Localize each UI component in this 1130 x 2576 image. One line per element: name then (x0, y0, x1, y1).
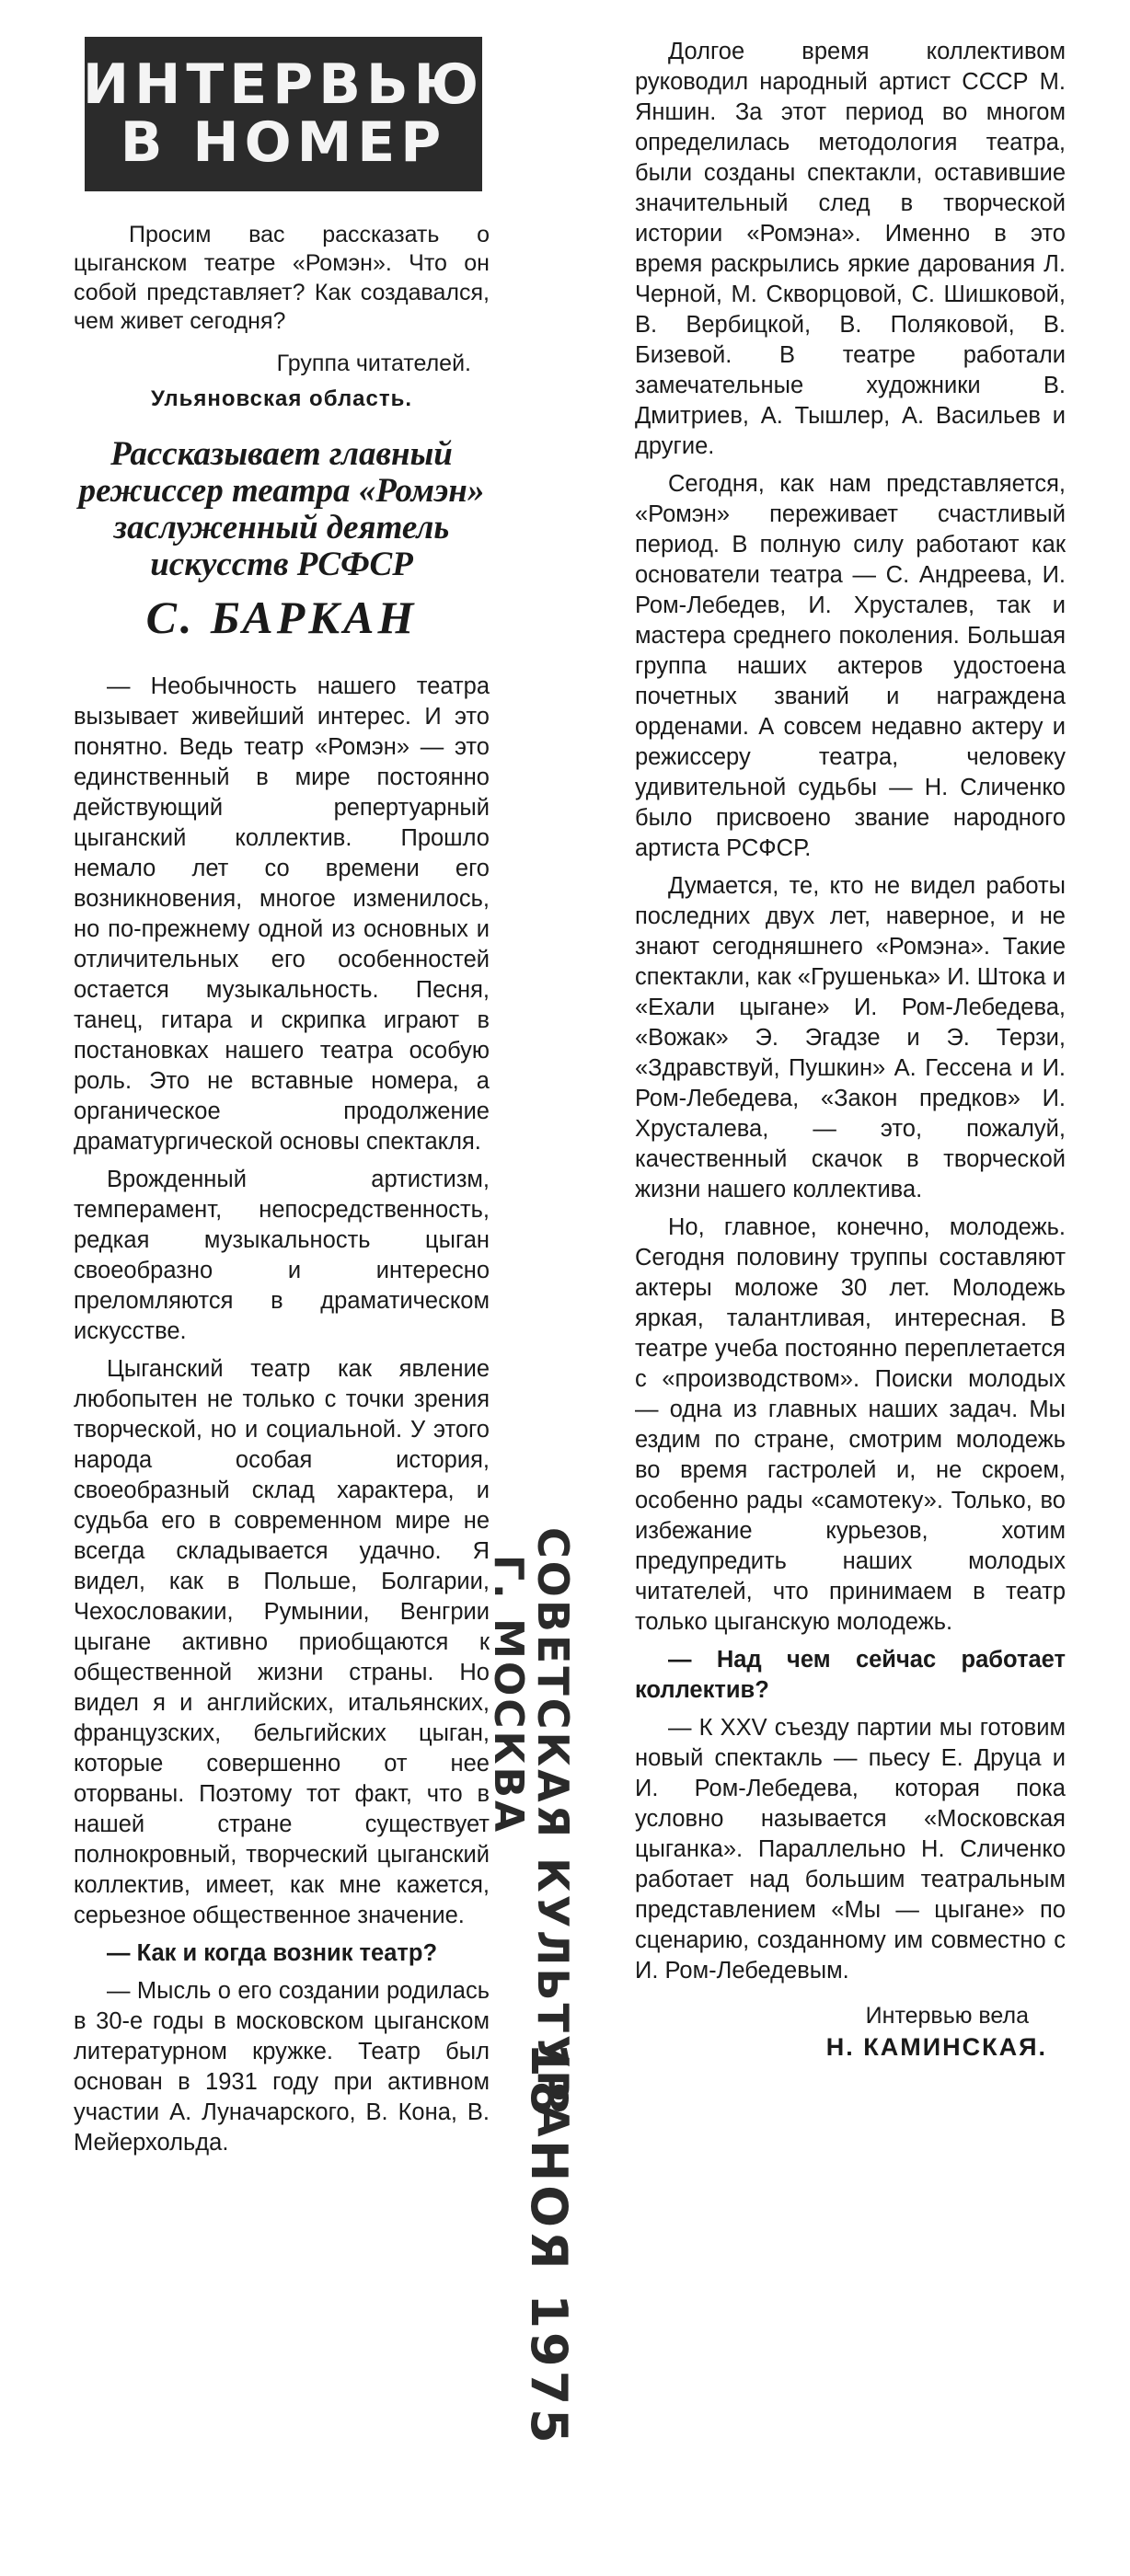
paragraph: Но, главное, конечно, молодежь. Сегодня половину труппы составляют актеры моложе 30 лет. Молодежь яркая, талантливая, интересная. В театре учеба постоянно переплетается с «производством». Поиски молодых — одна из главных наших задач. Мы ездим по стране, смотрим молодежь во время гастролей и, не скроем, особенно рады «самотеку». Только, во избежание курьезов, хотим предупредить наших молодых читателей, что принимаем в театр только цыганскую молодежь. (635, 1214, 1066, 1635)
newspaper-date-stamp (479, 1527, 635, 2484)
paragraph: — К XXV съезду партии мы готовим новый спектакль — пьесу Е. Друца и И. Ром-Лебедева, которая пока условно называется «Московская цыганка». Параллельно Н. Сличенко работает над большим театральным представлением «Мы — цыгане» по сценарию, созданному им совместно с И. Ром-Лебедевым. (635, 1715, 1066, 1984)
article-author: С. БАРКАН (145, 591, 418, 643)
paragraph: Сегодня, как нам представляется, «Ромэн» переживает счастливый период. В полную силу работают как основатели театра — С. Андреева, И. Ром-Лебедев, И. Хрусталев, так и мастера среднего поколения. Большая группа наших актеров удостоена почетных званий и награждена орденами. А совсем недавно актеру и режиссеру театра, человеку удивительной судьбы — Н. Сличенко было присвоено звание народного артиста РСФСР. (635, 471, 1066, 861)
article-intro: Рассказывает главный режиссер театра «Ромэн» заслуженный деятель искусств РСФСР (78, 435, 485, 583)
rubric-line-1: ИНТЕРВЬЮ (82, 52, 485, 117)
paragraph: — Необычность нашего театра вызывает живейший интерес. И это понятно. Ведь театр «Ромэн» — это единственный в мире постоянно действующий репертуарный цыганский коллектив. Прошло немало лет со времени его возникновения, многое изменилось, но по-прежнему одной из основных и отличительных его особенностей остается музыкальность. Песня, танец, гитара и скрипка играют в постановках нашего театра особую роль. Это не вставные номера, а органическое продолжение драматургической основы спектакля. (74, 673, 490, 1155)
article-column-1 (74, 221, 490, 2166)
stamp-newspaper-name: СОВЕТСКАЯ КУЛЬТУРА (528, 1527, 578, 2140)
rubric-header (82, 37, 485, 191)
reader-question: Просим вас рассказать о цыганском театре «Ромэн». Что он собой представляет? Как создавался, чем живет сегодня? (74, 222, 490, 334)
interview-question: — Над чем сейчас работает коллектив? (635, 1647, 1066, 1703)
paragraph: Думается, те, кто не видел работы последних двух лет, наверное, и не знают сегодняшнего «Ромэна». Такие спектакли, как «Грушенька» И. Штока и «Ехали цыгане» И. Ром-Лебедева, «Вожак» Э. Эгадзе и Э. Терзи, «Здравствуй, Пушкин» А. Гессена и И. Ром-Лебедева, «Закон предков» И. Хрусталева, — это, пожалуй, качественный скачок в творческой жизни нашего коллектива. (635, 873, 1066, 1202)
rubric-line-2: В НОМЕР (120, 110, 447, 175)
stamp-date: 18 НОЯ 1975 (520, 2042, 578, 2447)
paragraph: Цыганский театр как явление любопытен не только с точки зрения творческой, но и социальной. У этого народа особая история, своеобразный склад характера, и судьба его в современном мире не всегда складывается удачно. Я видел, как в Польше, Болгарии, Чехословакии, Румынии, Венгрии цыгане активно приобщаются к общественной жизни страны. Но видел я и английских, итальянских, французских, бельгийских цыган, которые совершенно от нее оторваны. Поэтому тот факт, что в нашей стране существует полнокровный, творческий цыганский коллектив, имеет, как мне кажется, серьезное общественное значение. (74, 1355, 490, 1928)
reader-region: Ульяновская область. (150, 386, 413, 411)
paragraph: Долгое время коллективом руководил народный артист СССР М. Яншин. За этот период во многом определилась методология театра, были созданы спектакли, оставившие значительный след в творческой истории «Ромэна». Именно в это время раскрылись яркие дарования Л. Черной, М. Скворцовой, С. Шишковой, В. Вербицкой, В. Поляковой, В. Бизевой. В театре работали замечательные художники В. Дмитриев, А. Тышлер, А. Васильев и другие. (635, 39, 1066, 459)
interviewer-name: Н. КАМИНСКАЯ. (825, 2033, 1047, 2061)
paragraph: — Мысль о его создании родилась в 30-е годы в московском цыганском литературном кружке. Театр был основан в 1931 году при активном участии А. Луначарского, В. Кона, В. Мейерхольда. (74, 1977, 490, 2156)
stamp-city: Г. МОСКВА (485, 1555, 532, 1835)
interview-credit: Интервью вела (865, 2003, 1029, 2029)
article-column-2 (635, 37, 1066, 2062)
paragraph: Врожденный артистизм, темперамент, непосредственность, редкая музыкальность цыган своеобразно и интересно преломляются в драматическом искусстве. (74, 1166, 490, 1344)
interview-question: — Как и когда возник театр? (107, 1939, 438, 1966)
reader-signature: Группа читателей. (276, 351, 471, 376)
